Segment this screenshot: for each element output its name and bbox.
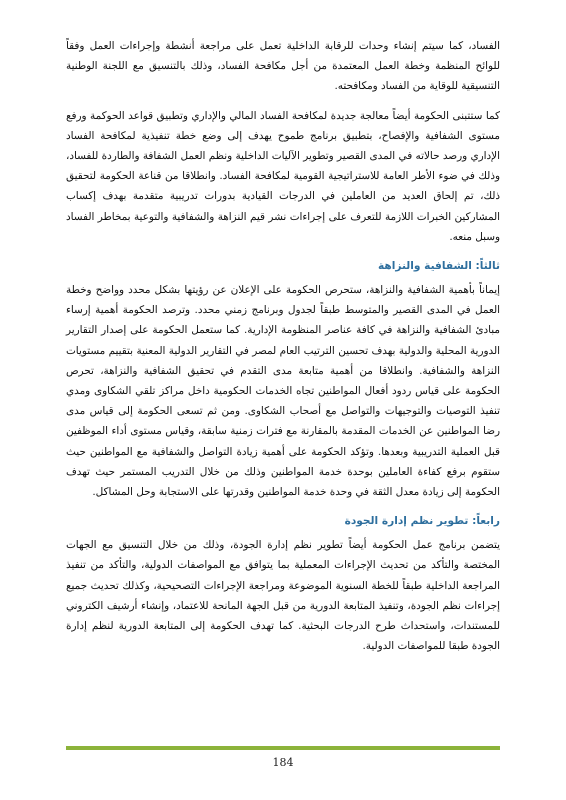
section-heading-transparency: ثالثاً: الشفافية والنزاهة [377,260,500,273]
section-heading-quality: رابعاً: تطوير نظم إدارة الجودة [344,515,500,528]
paragraph-quality: يتضمن برنامج عمل الحكومة أيضاً تطوير نظم إدارة الجودة، وذلك من خلال التنسيق مع الجهات المختصة والتأكد من تحديث الإجراءات المعملية بما يتوافق مع المواصفات الدولية، والتأكد من تنفيذ المراجعة الداخلية طبقاً للخطة السنوية الموضوعة ومراجعة الإجراءات التصحيحية، وكذلك تحديث جميع إجراءات نظم الجودة، وتنفيذ المتابعة الدورية من قبل الجهة المانحة للاعتماد، وإنشاء أرشيف الكتروني للمستندات، واستحداث طرح الدرجات البحثية. كما تهدف الحكومة إلى المتابعة الدورية لنظم إدارة الجودة طبقا للمواصفات الدولية. [66,539,500,653]
paragraph-transparency: إيماناً بأهمية الشفافية والنزاهة، ستحرص الحكومة على الإعلان عن رؤيتها بشكل محدد وواضح وخطة العمل في المدى القصير والمتوسط طبقاً لجدول وبرنامج زمني محدد. وترصد الحكومة أهمية إرساء مبادئ الشفافية والنزاهة في كافة عناصر المنظومة الإدارية. كما ستعمل الحكومة على إصدار التقارير الدورية المحلية والدولية بهدف تحسين الترتيب العام لمصر في التقارير الدولية المعنية بتقييم مستويات النزاهة والشفافية. وانطلاقا من أهمية متابعة مدى التقدم في تحقيق الشفافية والنزاهة، تحرص الحكومة على قياس ردود أفعال المواطنين تجاه الخدمات الحكومية داخل مراكز تلقي الشكاوى ومدي تنفيذ التوصيات والتوجيهات والتواصل مع أصحاب الشكاوى. ومن ثم تسعى الحكومة إلى قياس مدى رضا المواطنين عن الخدمات المقدمة بالمقارنة مع فترات زمنية سابقة، وقياس مستوى أداء الموظفين قبل العملية التدريبية وبعدها. وتؤكد الحكومة على أهمية زيادة التواصل والشفافية مع المواطنين حيث ستقوم برفع كفاءة العاملين بوحدة خدمة المواطنين وذلك من خلال التدريب المستمر حيث تهدف الحكومة إلى زيادة معدل الثقة في وحدة خدمة المواطنين وقدرتها على الاستجابة وحل المشاكل. [66,284,500,499]
footer-divider [66,746,500,750]
page-number: 184 [272,756,294,769]
page-body [66,36,500,665]
paragraph-internal-control: الفساد، كما سيتم إنشاء وحدات للرقابة الداخلية تعمل على مراجعة أنشطة وإجراءات العمل وفقاً للوائح المنظمة وخطة العمل المعتمدة من أجل مكافحة الفساد، وذلك بالتنسيق مع اللجنة الوطنية التنسيقية للوقاية من الفساد ومكافحته. [66,40,500,93]
paragraph-anti-corruption: كما ستتبنى الحكومة أيضاً معالجة جديدة لمكافحة الفساد المالي والإداري وتطبيق قواعد الحوكمة ورفع مستوى الشفافية والإفصاح، بتطبيق برنامج طموح يهدف إلى وضع خطة تنفيذية لمكافحة الفساد الإداري ورصد حالاته في المدى القصير وتطوير الآليات الداخلية ونظم العمل الشفافة والطاردة للفساد، وذلك في ضوء الأطر العامة للاستراتيجية القومية لمكافحة الفساد. وانطلاقا من قناعة الحكومة لتحقيق ذلك، تم إلحاق العديد من العاملين في الدرجات القيادية بدورات تدريبية متقدمة بهدف إكساب المشاركين الخبرات اللازمة للتعرف على إجراءات نشر قيم النزاهة والشفافية والتوعية بمخاطر الفساد وسبل منعه. [66,109,501,243]
